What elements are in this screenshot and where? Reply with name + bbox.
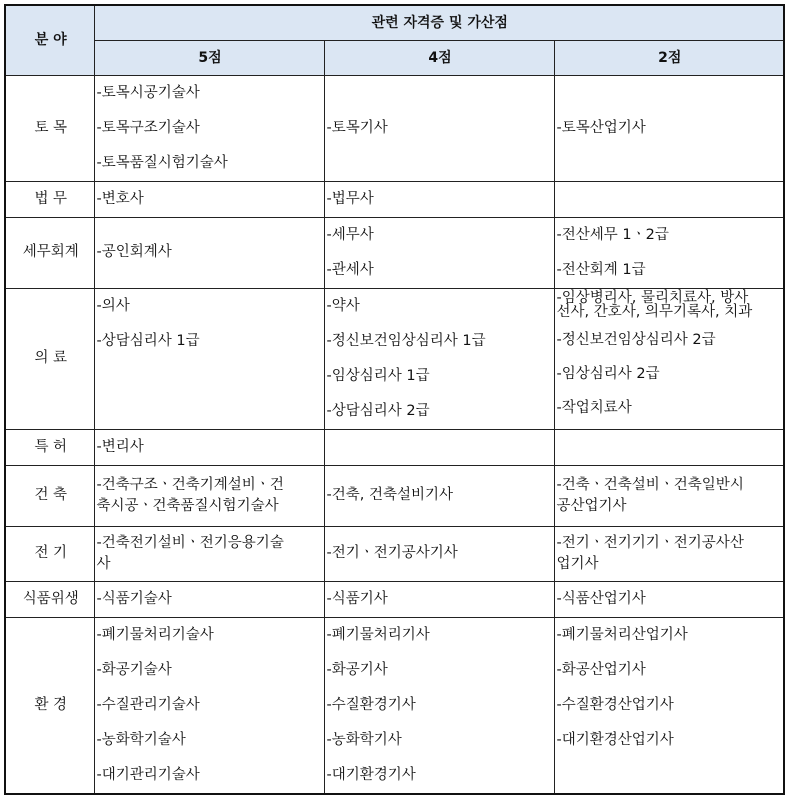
cell-5pt <box>94 288 324 429</box>
cell-4pt <box>324 617 554 794</box>
field-food-hygiene: 식품위생 <box>5 581 94 617</box>
cert-item: -전산세무 1ㆍ2급 <box>556 226 669 243</box>
table-row <box>5 526 784 581</box>
cert-item: -전기ㆍ전기공사기사 <box>326 545 458 561</box>
certification-points-table <box>4 4 785 795</box>
cert-item: -건축전기설비ㆍ전기응용기술 <box>96 534 284 551</box>
header-5pt: 5점 <box>94 40 324 75</box>
cell-4pt <box>324 75 554 181</box>
cell-4pt <box>324 429 554 465</box>
cert-item: -농화학기사 <box>326 731 402 748</box>
cert-item: -대기환경산업기사 <box>556 731 674 748</box>
cert-item: -법무사 <box>326 190 374 207</box>
cert-item: -대기환경기사 <box>326 766 416 783</box>
cert-item: -정신보건임상심리사 1급 <box>326 332 486 349</box>
header-group: 관련 자격증 및 가산점 <box>94 5 784 40</box>
cert-item: -전기ㆍ전기기기ㆍ전기공사산 <box>556 534 744 551</box>
cert-item: -임상심리사 2급 <box>556 365 660 382</box>
field-tax-accounting: 세무회계 <box>5 217 94 288</box>
cert-item: -건축ㆍ건축설비ㆍ건축일반시 <box>556 476 744 493</box>
cert-item: -의사 <box>96 297 130 314</box>
table-row <box>5 429 784 465</box>
cert-item: -토목시공기술사 <box>96 84 200 101</box>
cert-item: -농화학기술사 <box>96 731 186 748</box>
cell-2pt <box>554 181 784 217</box>
cert-item: -토목산업기사 <box>556 119 646 136</box>
cert-item: -변리사 <box>96 438 144 455</box>
cell-5pt <box>94 217 324 288</box>
table-row <box>5 288 784 429</box>
cert-item: -화공기술사 <box>96 661 172 678</box>
cert-item: -정신보건임상심리사 2급 <box>556 331 716 348</box>
cert-item: -임상심리사 1급 <box>326 367 430 384</box>
cell-2pt <box>554 217 784 288</box>
table-row <box>5 465 784 526</box>
cell-4pt <box>324 465 554 526</box>
cell-4pt <box>324 581 554 617</box>
cell-5pt <box>94 465 324 526</box>
cert-item: -작업치료사 <box>556 399 632 416</box>
cell-5pt <box>94 181 324 217</box>
cell-5pt <box>94 75 324 181</box>
cert-item: -토목구조기술사 <box>96 119 200 136</box>
field-environment: 환 경 <box>5 617 94 794</box>
cell-5pt <box>94 617 324 794</box>
cell-4pt <box>324 526 554 581</box>
header-2pt: 2점 <box>554 40 784 75</box>
table-row <box>5 617 784 794</box>
cert-item: -건축, 건축설비기사 <box>326 487 454 503</box>
cell-5pt <box>94 526 324 581</box>
cert-item: -약사 <box>326 297 360 314</box>
table-row <box>5 181 784 217</box>
cert-item: -건축구조ㆍ건축기계설비ㆍ건 <box>96 476 284 493</box>
cert-item: -상담심리사 2급 <box>326 402 430 419</box>
field-civil: 토 목 <box>5 75 94 181</box>
cell-2pt <box>554 75 784 181</box>
header-4pt: 4점 <box>324 40 554 75</box>
cert-item: -폐기물처리기사 <box>326 626 430 643</box>
field-patent: 특 허 <box>5 429 94 465</box>
cert-item: -화공기사 <box>326 661 388 678</box>
cell-2pt <box>554 465 784 526</box>
cell-2pt <box>554 288 784 429</box>
cert-item: -수질환경기사 <box>326 696 416 713</box>
header-field: 분 야 <box>5 5 94 75</box>
cert-item: -임상병리사, 물리치료사, 방사 <box>556 289 749 306</box>
cert-item: 사 <box>96 555 111 572</box>
cert-item: -식품기사 <box>326 590 388 607</box>
table-row <box>5 75 784 181</box>
cell-4pt <box>324 217 554 288</box>
cell-4pt <box>324 288 554 429</box>
cell-5pt <box>94 581 324 617</box>
cert-item: -관세사 <box>326 261 374 278</box>
cert-item: -폐기물처리산업기사 <box>556 626 688 643</box>
cell-2pt <box>554 526 784 581</box>
cell-2pt <box>554 617 784 794</box>
cert-item: -식품기술사 <box>96 590 172 607</box>
cert-item: 공산업기사 <box>556 497 627 514</box>
cert-item: -전산회계 1급 <box>556 261 646 278</box>
cert-item: -폐기물처리기술사 <box>96 626 214 643</box>
field-electrical: 전 기 <box>5 526 94 581</box>
cert-item: -화공산업기사 <box>556 661 646 678</box>
cert-item: -상담심리사 1급 <box>96 332 200 349</box>
cell-2pt <box>554 581 784 617</box>
cert-item: 축시공ㆍ건축품질시험기술사 <box>96 497 279 514</box>
field-legal: 법 무 <box>5 181 94 217</box>
field-medical: 의 료 <box>5 288 94 429</box>
cert-item: -수질관리기술사 <box>96 696 200 713</box>
cell-2pt <box>554 429 784 465</box>
cell-5pt <box>94 429 324 465</box>
cert-item: -세무사 <box>326 226 374 243</box>
cert-item: -공인회계사 <box>96 244 172 260</box>
cert-item: -토목기사 <box>326 119 388 136</box>
cert-item: -수질환경산업기사 <box>556 696 674 713</box>
cell-4pt <box>324 181 554 217</box>
cert-item: -식품산업기사 <box>556 590 646 607</box>
cert-item: -토목품질시험기술사 <box>96 154 228 171</box>
table-row <box>5 581 784 617</box>
cert-item: 업기사 <box>556 555 599 572</box>
field-architecture: 건 축 <box>5 465 94 526</box>
cert-item: 선사, 간호사, 의무기록사, 치과 <box>556 303 753 320</box>
cert-item: -대기관리기술사 <box>96 766 200 783</box>
table-row <box>5 217 784 288</box>
cert-item: -변호사 <box>96 190 144 207</box>
